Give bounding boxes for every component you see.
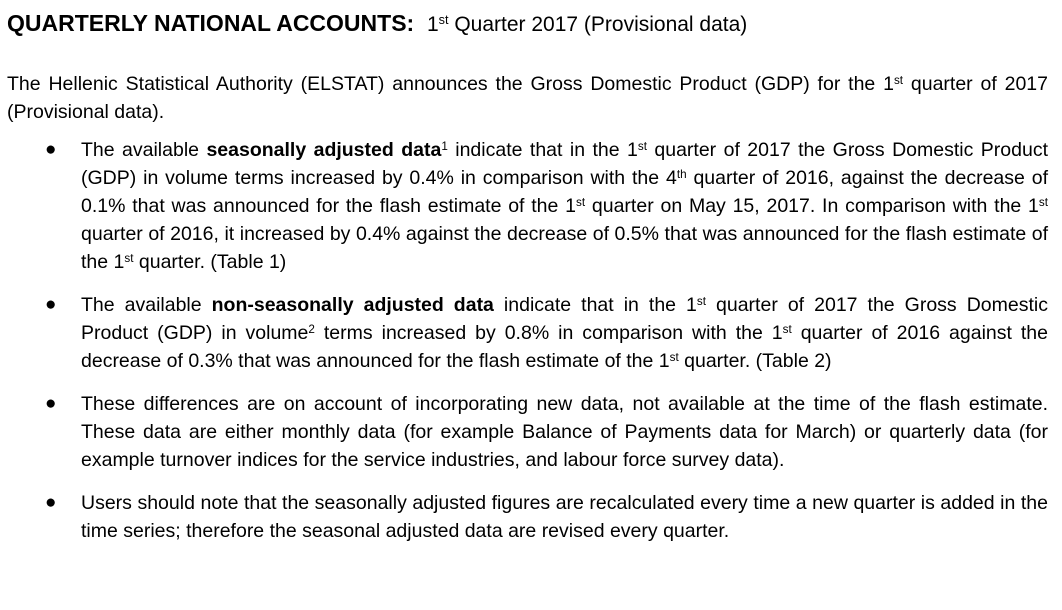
bold-seasonally-adjusted: seasonally adjusted data xyxy=(206,139,442,161)
footnote-ref-2: 2 xyxy=(308,322,315,336)
bullet-icon: ● xyxy=(45,294,57,315)
bullet-item-users-note xyxy=(7,489,1048,545)
bold-non-seasonally-adjusted: non-seasonally adjusted data xyxy=(211,294,494,316)
title-subtitle: 1st Quarter 2017 (Provisional data) xyxy=(426,13,748,36)
intro-paragraph: The Hellenic Statistical Authority (ELSTAT) announces the Gross Domestic Product (GDP) for the 1st quarter of 2017 (Provisional data). xyxy=(7,73,1048,123)
bullet-icon: ● xyxy=(45,139,57,160)
bullet-icon: ● xyxy=(45,393,57,414)
bullet-item-non-seasonally-adjusted: ● The available non-seasonally adjusted data indicate that in the 1st quarter of 2017 the Gross Domestic Product (GDP) in volume$^2$ terms increased by 0.8% in comparison with the 1st quarter of 2016 against the decrease of 0.3% that was announced for the flash estimate of the 1st quarter. (Table 2) xyxy=(7,291,1048,375)
page-title xyxy=(7,8,1048,40)
bullet-item-seasonally-adjusted: ● The available seasonally adjusted data$^1$ indicate that in the 1st quarter of 2017 the Gross Domestic Product (GDP) in volume terms increased by 0.4% in comparison with the 4th quarter of 2016, against the decrease of 0.1% that was announced for the flash estimate of the 1st quarter on May 15, 2017. In comparison with the 1st quarter of 2016, it increased by 0.4% against the decrease of 0.5% that was announced for the flash estimate of the 1st quarter. (Table 1) xyxy=(7,136,1048,276)
bullet-list xyxy=(7,136,1048,545)
bullet-item-differences xyxy=(7,390,1048,474)
title-main: QUARTERLY NATIONAL ACCOUNTS: xyxy=(7,10,415,36)
bullet-icon: ● xyxy=(45,492,57,513)
bullet-text: Users should note that the seasonally adjusted figures are recalculated every time a new quarter is added in the time series; therefore the seasonal adjusted data are revised every quarter. xyxy=(81,492,1048,542)
bullet-text: These differences are on account of incorporating new data, not available at the time of the flash estimate. These data are either monthly data (for example Balance of Payments data for March) or quarterly data (for example turnover indices for the service industries, and labour force survey data). xyxy=(81,393,1048,471)
footnote-ref-1: 1 xyxy=(441,139,448,153)
